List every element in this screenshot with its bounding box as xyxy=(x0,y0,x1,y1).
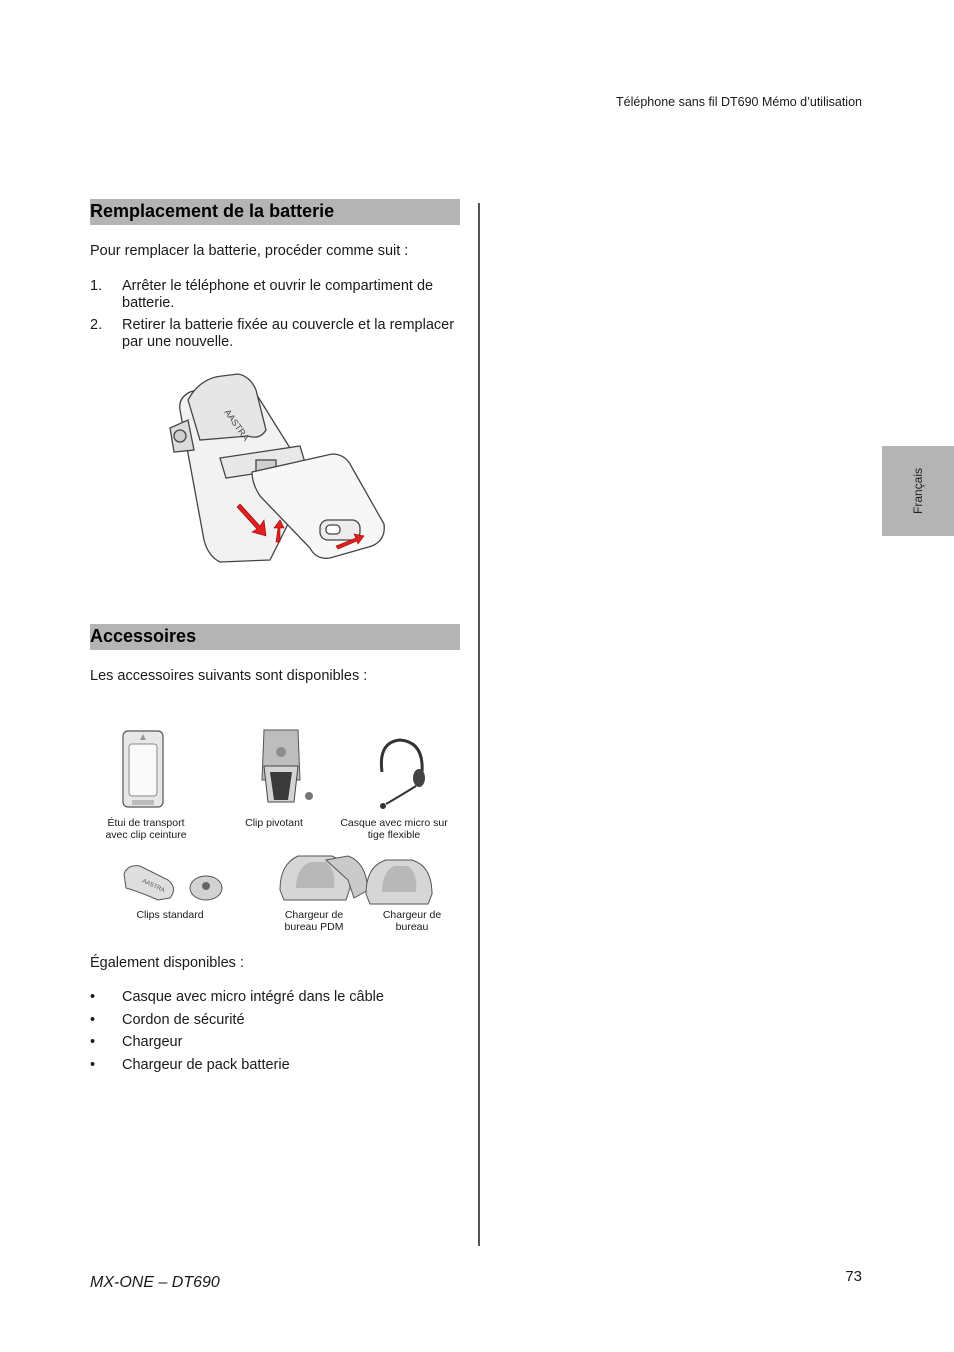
caption-line: Casque avec micro sur xyxy=(340,817,448,829)
caption-line: Étui de transport xyxy=(107,817,185,829)
caption-line: bureau xyxy=(395,921,429,933)
footer-product: MX-ONE – DT690 xyxy=(90,1274,220,1291)
battery-steps xyxy=(90,278,462,356)
swivel-clip-caption: Clip pivotant xyxy=(245,817,303,829)
caption-line: tige flexible xyxy=(367,829,421,841)
caption-line: bureau PDM xyxy=(284,921,344,933)
section-heading-battery xyxy=(90,199,460,225)
also-available-heading: Également disponibles : xyxy=(90,955,244,971)
headset-image xyxy=(370,736,430,812)
headset-caption xyxy=(338,817,450,841)
section-heading-accessories xyxy=(90,624,460,650)
case-caption xyxy=(96,817,196,841)
caption-line: Chargeur de xyxy=(382,909,442,921)
bullet-text: Chargeur xyxy=(122,1034,183,1051)
caption-line: avec clip ceinture xyxy=(105,829,187,841)
bullet-text: Cordon de sécurité xyxy=(122,1011,245,1028)
bullet-icon: • xyxy=(90,989,96,1005)
caption-line: Chargeur de xyxy=(284,909,344,921)
svg-text:AASTRA: AASTRA xyxy=(222,407,252,443)
battery-intro: Pour remplacer la batterie, procéder comme suit : xyxy=(90,243,409,259)
list-item xyxy=(90,1057,384,1080)
bullet-icon: • xyxy=(90,1034,96,1051)
column-divider xyxy=(478,203,480,1246)
step-text: Retirer la batterie fixée au couvercle et la remplacer par une nouvelle. xyxy=(122,317,455,350)
list-item xyxy=(90,989,384,1012)
bullet-icon: • xyxy=(90,1011,96,1028)
list-item xyxy=(90,1034,384,1057)
running-header: Téléphone sans fil DT690 Mémo d’utilisation xyxy=(616,95,862,109)
bullet-text: Casque avec micro intégré dans le câble xyxy=(122,989,384,1005)
step-text: Arrêter le téléphone et ouvrir le compartiment de batterie. xyxy=(122,278,434,311)
desk-charger-caption xyxy=(372,909,452,933)
battery-replacement-illustration xyxy=(160,370,395,568)
list-item xyxy=(90,317,462,350)
accessories-intro: Les accessoires suivants sont disponibles : xyxy=(90,668,368,684)
swivel-clip-image xyxy=(254,728,320,808)
language-tab xyxy=(882,446,954,536)
svg-text:AASTRA: AASTRA xyxy=(141,878,166,894)
list-item xyxy=(90,1012,384,1035)
language-tab-label: Français xyxy=(911,467,925,515)
pdm-desk-charger-image xyxy=(276,850,370,906)
step-number: 1. xyxy=(90,278,103,294)
step-number: 2. xyxy=(90,317,103,333)
also-available-list xyxy=(90,989,384,1080)
pdm-charger-caption xyxy=(272,909,356,933)
standard-clips-caption: Clips standard xyxy=(136,909,204,921)
list-item xyxy=(90,278,462,311)
bullet-icon: • xyxy=(90,1057,96,1074)
standard-clips-image xyxy=(118,860,230,910)
section-heading-battery-text: Remplacement de la batterie xyxy=(90,201,335,221)
page-number: 73 xyxy=(845,1268,862,1285)
desk-charger-image xyxy=(362,854,436,908)
section-heading-accessories-text: Accessoires xyxy=(90,626,197,646)
carrying-case-image xyxy=(120,728,170,810)
bullet-text: Chargeur de pack batterie xyxy=(122,1057,290,1074)
